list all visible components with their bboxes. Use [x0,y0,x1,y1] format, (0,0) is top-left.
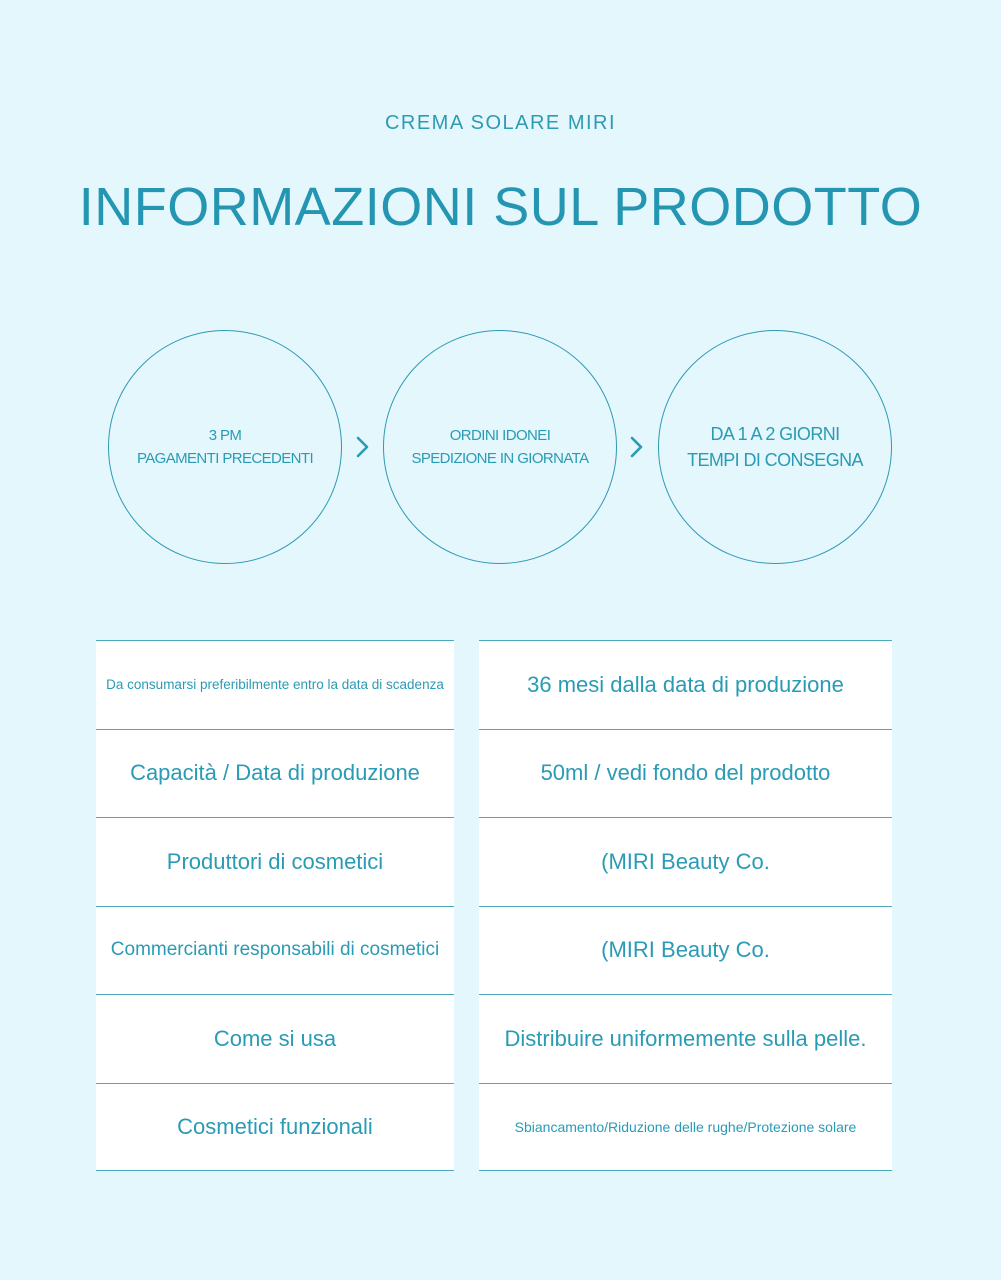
info-table-values [479,640,892,1171]
step-circle-delivery [658,330,892,564]
info-value-manufacturer: (MIRI Beauty Co. [479,817,892,906]
step-circle-cutoff [108,330,342,564]
info-value-distributor: (MIRI Beauty Co. [479,906,892,995]
step-delivery-label: TEMPI DI CONSEGNA [687,450,863,470]
info-label-usage: Come si usa [96,994,454,1083]
info-label-capacity: Capacità / Data di produzione [96,729,454,818]
page-title: INFORMAZIONI SUL PRODOTTO [78,177,923,237]
page-subtitle: CREMA SOLARE MIRI [384,112,617,134]
info-label-manufacturer: Produttori di cosmetici [96,817,454,906]
step-cutoff-time: 3 PM [208,427,242,444]
info-value-usage: Distribuire uniformemente sulla pelle. [479,994,892,1083]
info-label-expiry: Da consumarsi preferibilmente entro la data di scadenza [96,640,454,729]
chevron-right-icon [629,434,645,460]
step-circle-same-day [383,330,617,564]
info-value-expiry: 36 mesi dalla data di produzione [479,640,892,729]
step-same-day-label: SPEDIZIONE IN GIORNATA [411,450,589,467]
step-delivery-days: DA 1 A 2 GIORNI [710,424,840,444]
info-table-labels [96,640,454,1171]
info-label-functional: Cosmetici funzionali [96,1083,454,1172]
step-cutoff-label: PAGAMENTI PRECEDENTI [136,450,314,467]
chevron-right-icon [355,434,371,460]
info-value-capacity: 50ml / vedi fondo del prodotto [479,729,892,818]
step-same-day-title: ORDINI IDONEI [449,427,551,444]
info-label-distributor: Commercianti responsabili di cosmetici [96,906,454,995]
info-value-functional: Sbiancamento/Riduzione delle rughe/Protezione solare [479,1083,892,1172]
